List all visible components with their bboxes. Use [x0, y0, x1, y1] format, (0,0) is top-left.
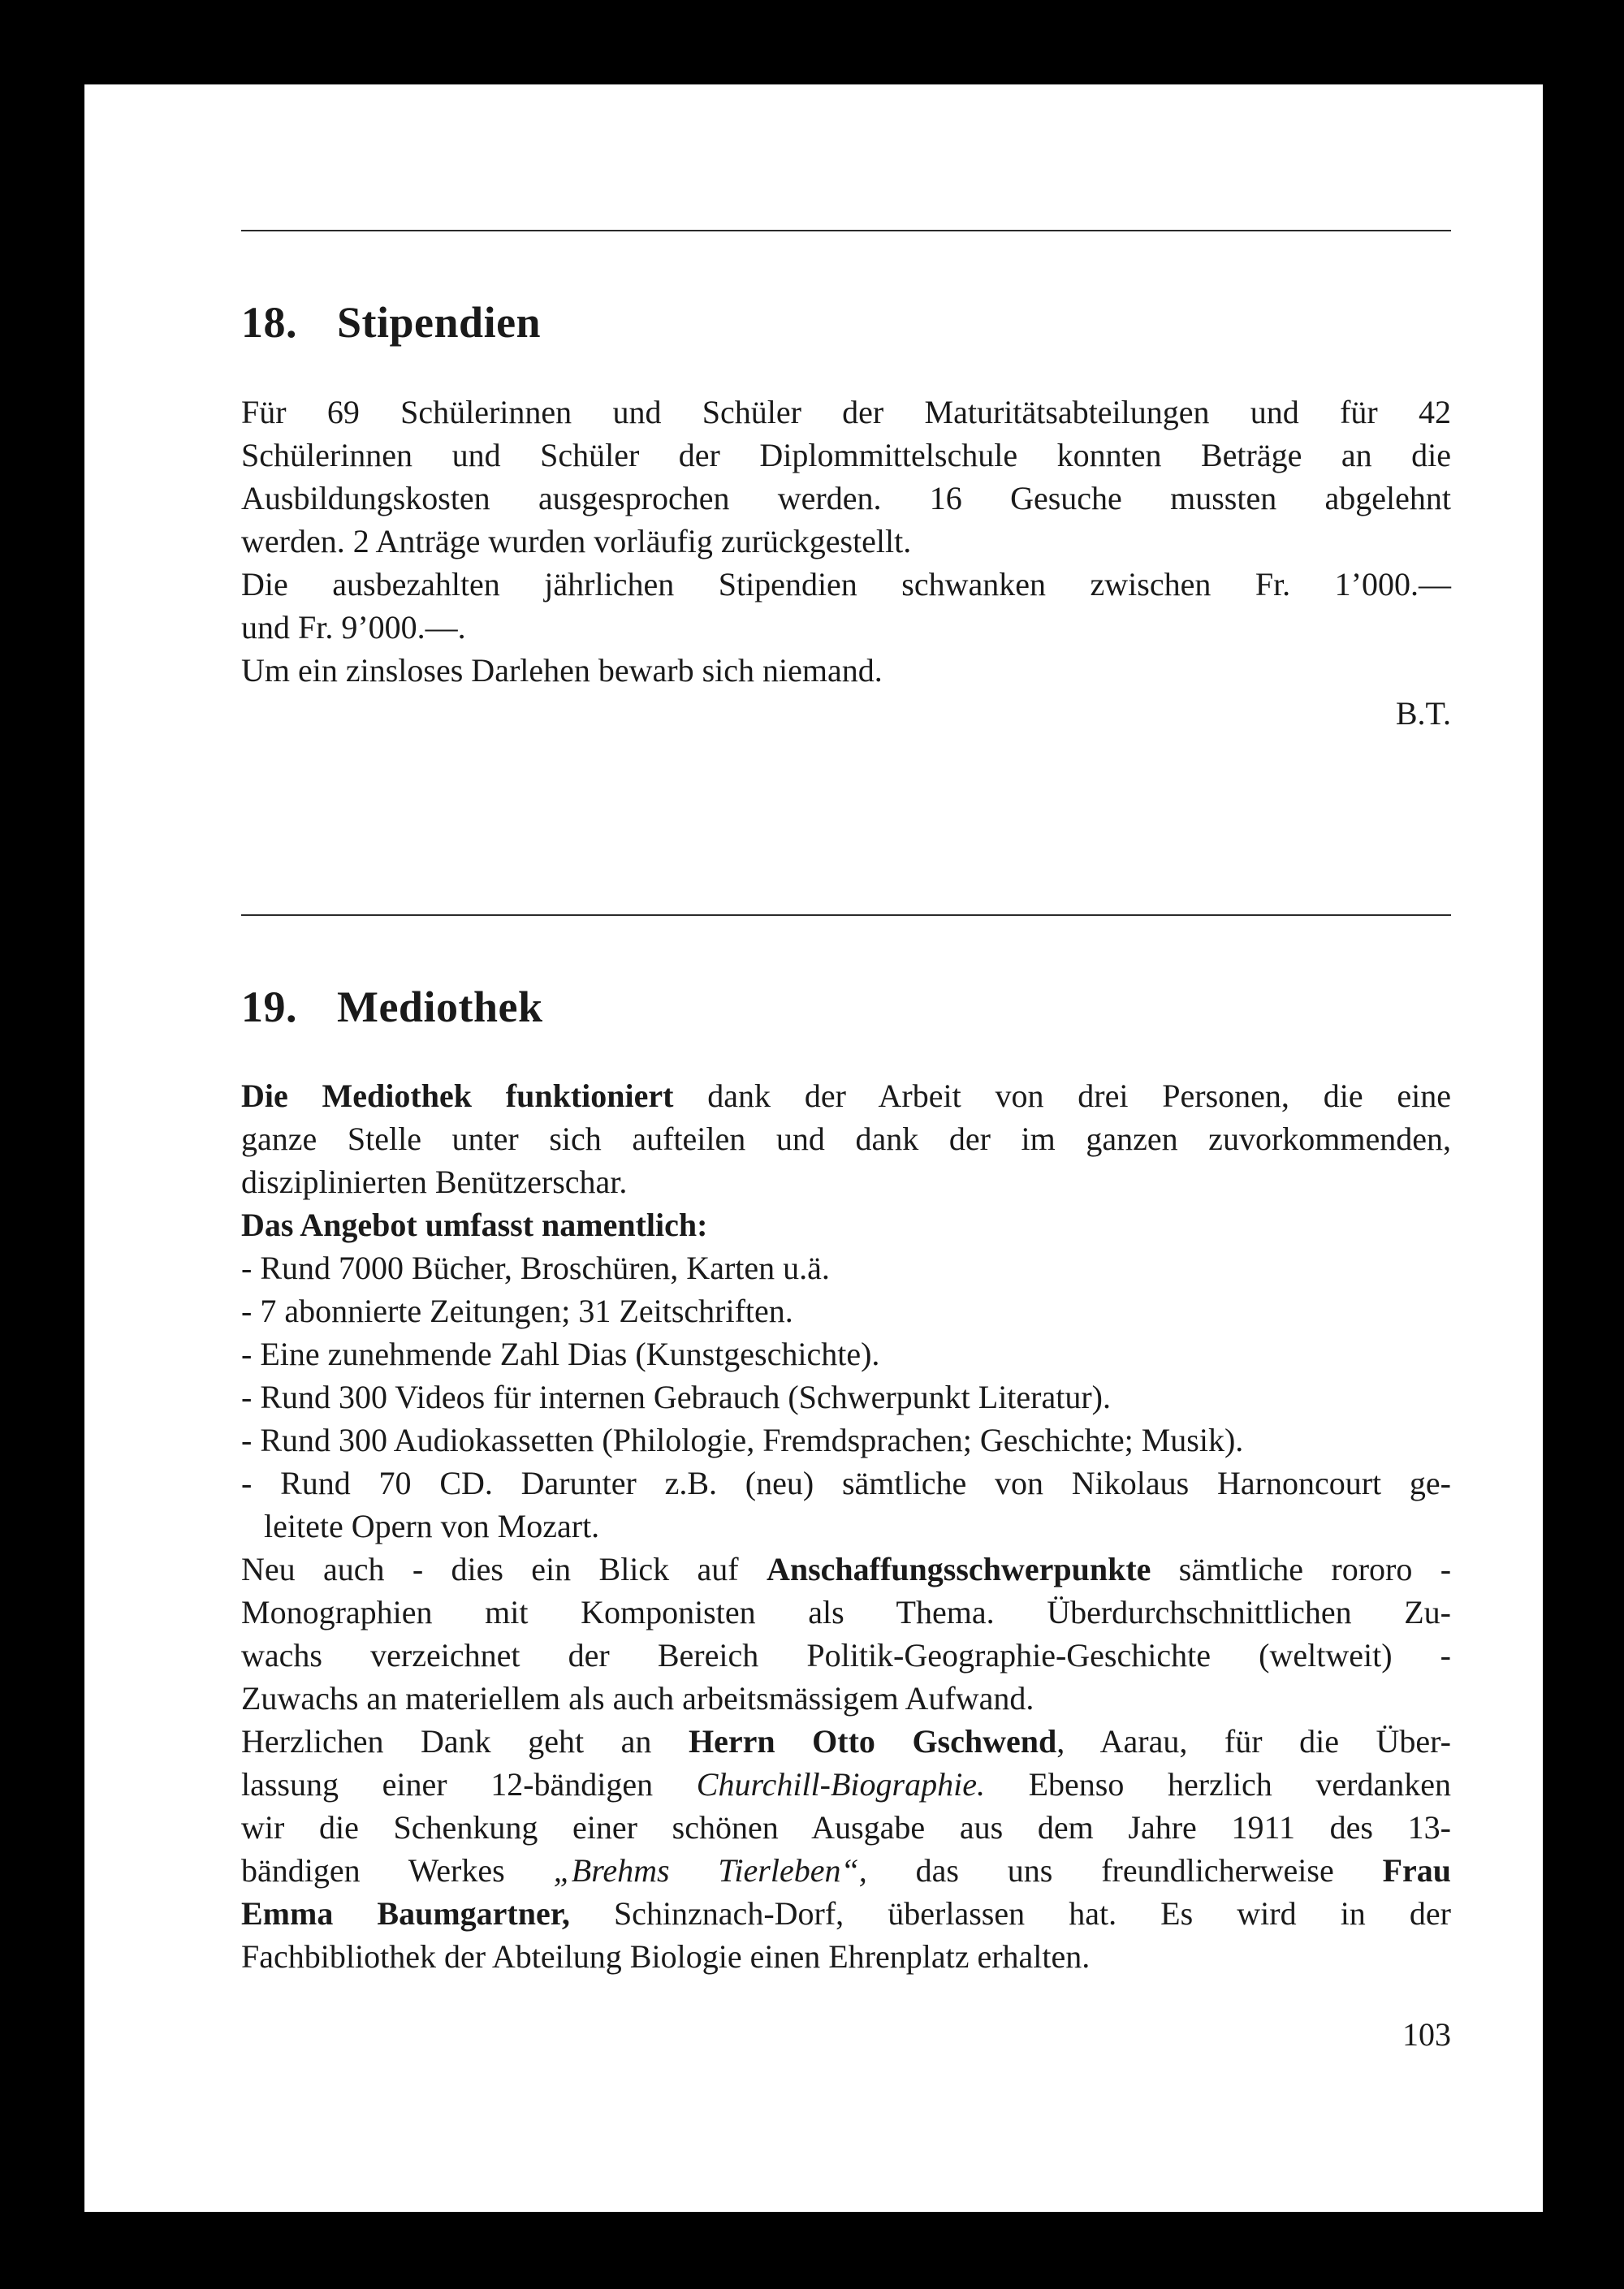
section-19-heading	[241, 982, 543, 1032]
list-item: - Rund 300 Audiokassetten (Philologie, Fremdsprachen; Geschichte; Musik).	[241, 1422, 1244, 1458]
text-span: Schinznach-Dorf, überlassen hat. Es wird in der	[613, 1895, 1451, 1932]
text-span: Neu auch - dies ein Blick auf	[241, 1551, 739, 1587]
text-span: bändigen Werkes	[241, 1852, 505, 1889]
text-line: ganze Stelle unter sich aufteilen und dank der im ganzen zuvorkommenden,	[241, 1121, 1451, 1157]
section-18-title: Stipendien	[337, 298, 542, 347]
text-line: Ausbildungskosten ausgesprochen werden. 16 Gesuche mussten abgelehnt	[241, 480, 1451, 516]
section-18-body	[241, 391, 1451, 735]
text-span: Ebenso herzlich verdanken	[1028, 1766, 1452, 1803]
text-line: Monographien mit Komponisten als Thema. Überdurchschnittlichen Zu-	[241, 1594, 1451, 1630]
section-divider	[241, 230, 1451, 231]
text-line: wir die Schenkung einer schönen Ausgabe aus dem Jahre 1911 des 13-	[241, 1809, 1451, 1846]
text-line	[241, 1074, 1451, 1117]
text-line: Zuwachs an materiellem als auch arbeitsmässigem Aufwand.	[241, 1680, 1034, 1717]
text-line: wachs verzeichnet der Bereich Politik-Geographie-Geschichte (weltweit) -	[241, 1637, 1451, 1674]
document-page	[84, 84, 1543, 2212]
text-line	[241, 1892, 1451, 1935]
text-line: Für 69 Schülerinnen und Schüler der Maturitätsabteilungen und für 42	[241, 394, 1451, 430]
italic-text: „Brehms Tierleben“,	[553, 1852, 867, 1889]
section-18-heading	[241, 297, 541, 348]
bold-text: Herrn Otto Gschwend	[688, 1723, 1057, 1760]
text-line: Fachbibliothek der Abteilung Biologie einen Ehrenplatz erhalten.	[241, 1938, 1091, 1975]
signature: B.T.	[1395, 695, 1451, 732]
text-line	[241, 1849, 1451, 1892]
text-span: Herzlichen Dank geht an	[241, 1723, 652, 1760]
list-item: - 7 abonnierte Zeitungen; 31 Zeitschriften.	[241, 1293, 793, 1329]
bold-text: Anschaffungsschwerpunkte	[766, 1551, 1151, 1587]
italic-text: Churchill-Biographie.	[696, 1766, 985, 1803]
list-item: - Rund 300 Videos für internen Gebrauch (Schwerpunkt Literatur).	[241, 1379, 1111, 1415]
text-span: , Aarau, für die Über-	[1056, 1723, 1451, 1760]
text-line	[241, 1763, 1451, 1806]
bold-text: Frau	[1382, 1852, 1452, 1889]
text-span: sämtliche rororo -	[1178, 1551, 1452, 1587]
offer-heading	[241, 1203, 1451, 1246]
text-span: dank der Arbeit von drei Personen, die eine	[707, 1078, 1452, 1114]
section-19-number: 19.	[241, 983, 297, 1031]
list-item: - Rund 70 CD. Darunter z.B. (neu) sämtliche von Nikolaus Harnoncourt ge-	[241, 1465, 1451, 1501]
text-line: und Fr. 9’000.—.	[241, 609, 466, 646]
section-divider	[241, 914, 1451, 916]
section-19-title: Mediothek	[337, 983, 543, 1031]
text-line: Schülerinnen und Schüler der Diplommittelschule konnten Beträge an die	[241, 437, 1451, 473]
list-item: - Eine zunehmende Zahl Dias (Kunstgeschichte).	[241, 1336, 880, 1372]
page-number: 103	[1402, 2016, 1451, 2053]
text-span: das uns freundlicherweise	[915, 1852, 1334, 1889]
list-item-continuation: leitete Opern von Mozart.	[264, 1508, 600, 1544]
text-span: lassung einer 12-bändigen	[241, 1766, 654, 1803]
section-18-number: 18.	[241, 298, 297, 347]
section-19-body	[241, 1074, 1451, 1978]
bold-text: Die Mediothek funktioniert	[241, 1078, 674, 1114]
text-line: Um ein zinsloses Darlehen bewarb sich niemand.	[241, 652, 883, 689]
text-line: Die ausbezahlten jährlichen Stipendien schwanken zwischen Fr. 1’000.—	[241, 566, 1451, 602]
text-line: werden. 2 Anträge wurden vorläufig zurückgestellt.	[241, 523, 912, 559]
bold-text: Emma Baumgartner,	[241, 1895, 570, 1932]
list-item: - Rund 7000 Bücher, Broschüren, Karten u.ä.	[241, 1250, 830, 1286]
text-line	[241, 1720, 1451, 1763]
text-line	[241, 1548, 1451, 1591]
text-line: disziplinierten Benützerschar.	[241, 1164, 628, 1200]
bold-text: Das Angebot umfasst namentlich:	[241, 1207, 708, 1243]
